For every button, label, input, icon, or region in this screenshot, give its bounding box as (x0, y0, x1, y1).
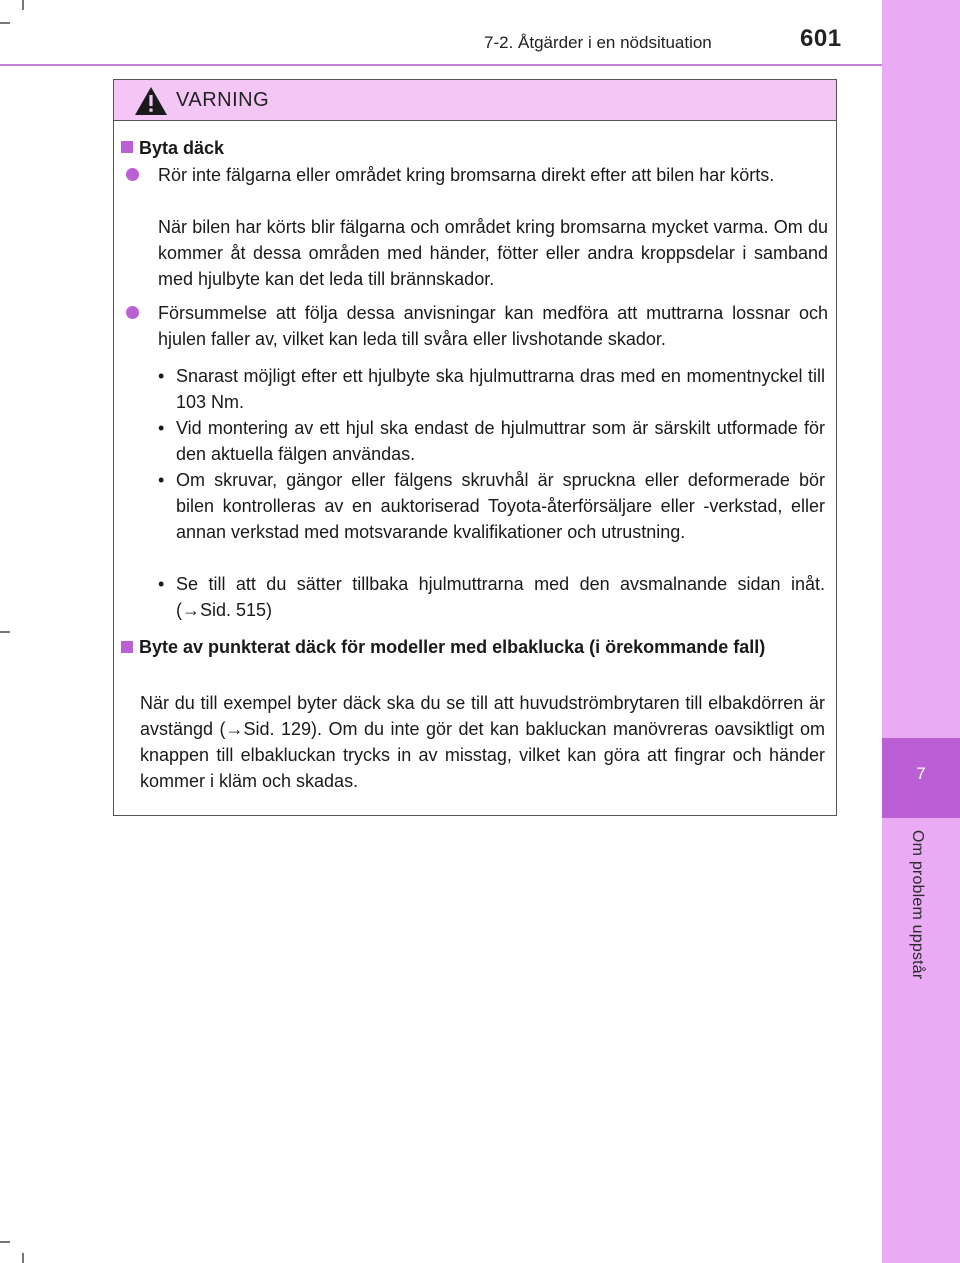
warning-triangle-icon (134, 86, 168, 116)
round-bullet-icon (126, 306, 139, 319)
bullet-mark: • (158, 574, 165, 594)
warning-label: VARNING (176, 89, 270, 111)
chapter-side-tab (882, 0, 960, 1263)
warning-header (114, 80, 836, 121)
header-divider (0, 64, 882, 66)
round-bullet-icon (126, 168, 139, 181)
crop-mark (22, 0, 24, 10)
list-item: Vid montering av ett hjul ska endast de hjulmuttrar som är särskilt utformade för den aktuella fälgen användas. (176, 418, 825, 464)
crop-mark (22, 1253, 24, 1263)
crop-mark (0, 631, 10, 633)
chapter-title: Om problem uppstår (909, 830, 926, 980)
crop-mark (0, 22, 10, 24)
section-heading: Byta däck (121, 136, 224, 161)
section-title: 7-2. Åtgärder i en nödsituation (484, 33, 712, 52)
list-item: Snarast möjligt efter ett hjulbyte ska hjulmuttrarna dras med en momentnyckel till 103 Nm. (176, 366, 825, 412)
square-bullet-icon (121, 641, 133, 653)
paragraph: När du till exempel byter däck ska du se till att huvudströmbrytaren till elbakdörren är avstängd (→Sid. 129). Om du inte gör det kan bakluckan manövreras oavsiktligt om knappen till elbakluckan trycks in av misstag, vilket kan göra att fingrar och händer kommer i kläm och skadas. (140, 693, 825, 791)
bullet-mark: • (158, 418, 165, 438)
paragraph: Försummelse att följa dessa anvisningar kan medföra att muttrarna lossnar och hjulen faller av, vilket kan leda till svåra eller livshotande skador. (158, 303, 828, 349)
bullet-mark: • (158, 470, 165, 490)
paragraph: Rör inte fälgarna eller området kring bromsarna direkt efter att bilen har körts. (158, 165, 775, 185)
bullet-mark: • (158, 366, 165, 386)
crop-mark (0, 1241, 10, 1243)
list-item: Om skruvar, gängor eller fälgens skruvhål är spruckna eller deformerade bör bilen kontrolleras av en auktoriserad Toyota-återförsäljare eller -verkstad, eller annan verkstad med motsvarande kvalifikationer och utrustning. (176, 470, 825, 542)
paragraph: När bilen har körts blir fälgarna och området kring bromsarna mycket varma. Om du kommer åt dessa områden med händer, fötter eller andra kroppsdelar i samband med hjulbyte kan det leda till brännskador. (158, 217, 828, 289)
chapter-number-box (882, 738, 960, 818)
square-bullet-icon (121, 141, 133, 153)
page-number: 601 (800, 25, 842, 52)
warning-box (113, 79, 837, 816)
chapter-number: 7 (916, 764, 926, 783)
section-heading: Byte av punkterat däck för modeller med elbaklucka (i örekommande fall) (139, 637, 766, 657)
list-item: Se till att du sätter tillbaka hjulmuttrarna med den avsmalnande sidan inåt. (→Sid. 515) (176, 574, 825, 620)
